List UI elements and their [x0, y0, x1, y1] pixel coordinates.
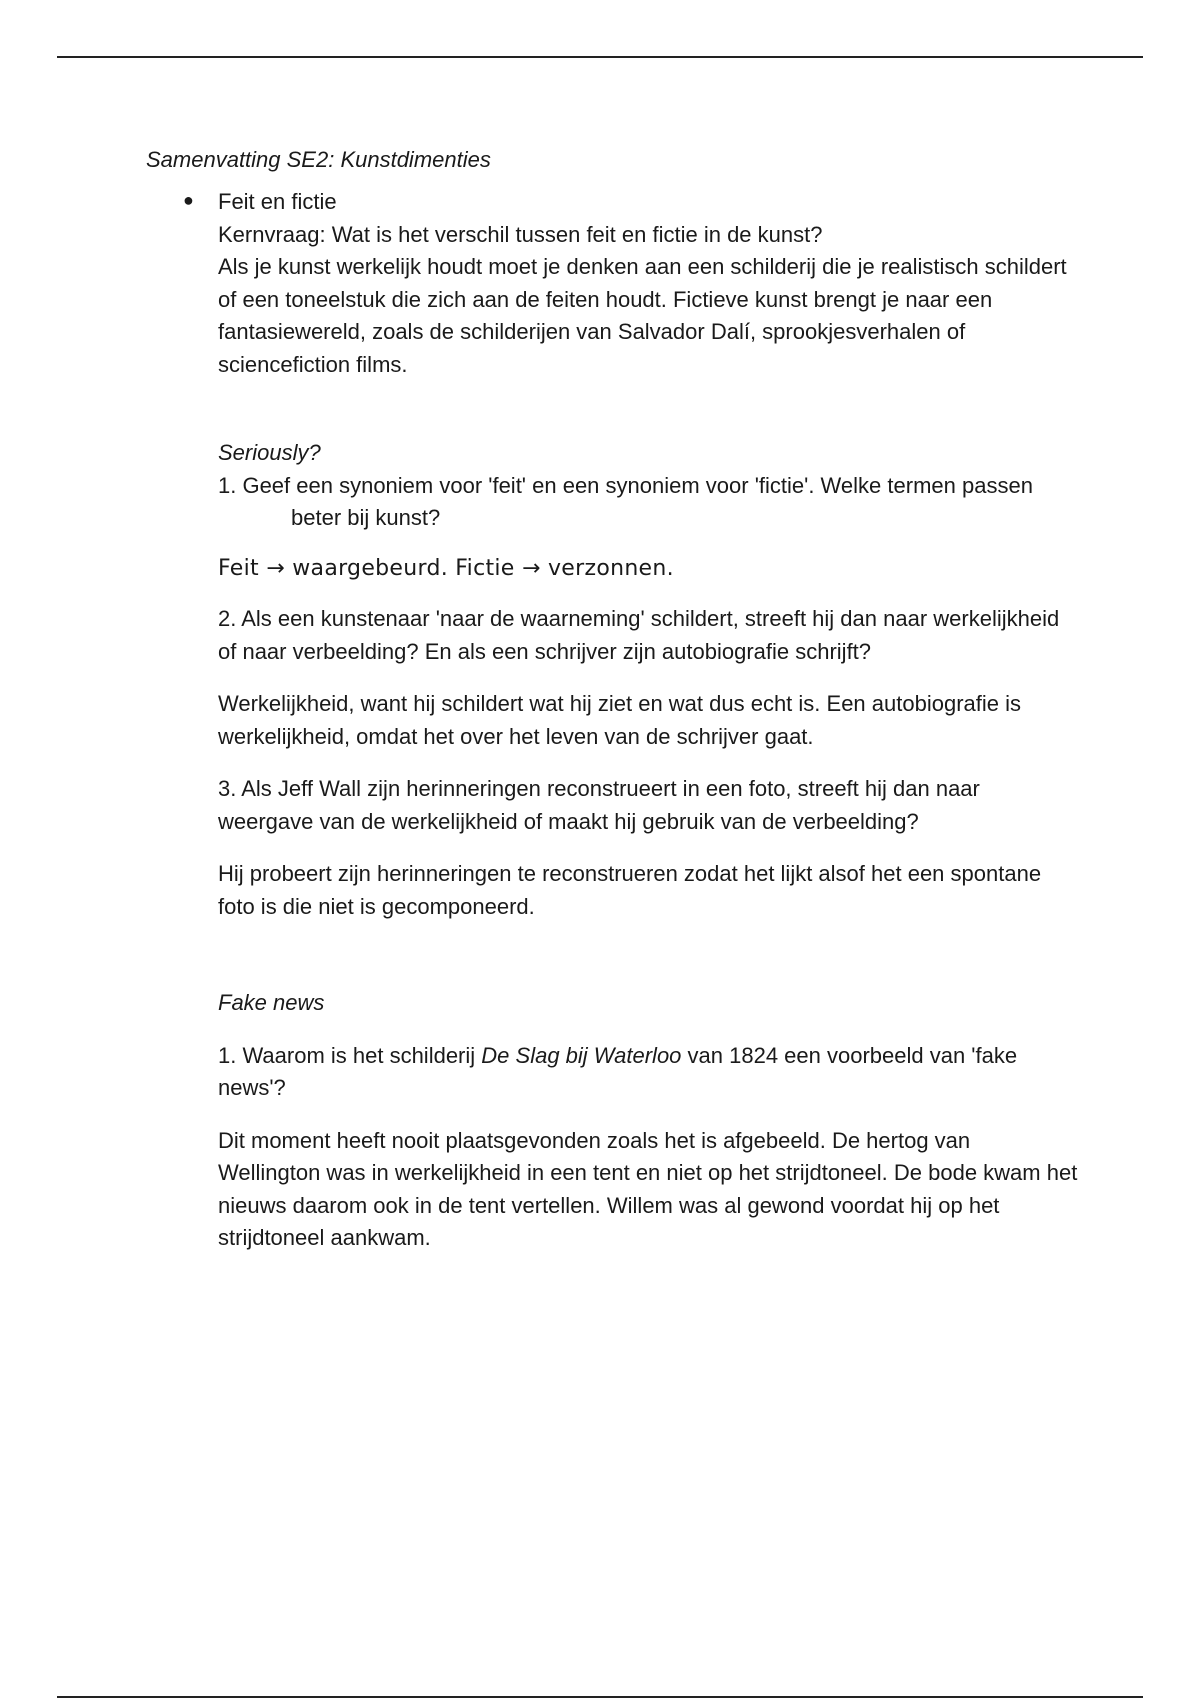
document-title: Samenvatting SE2: Kunstdimenties	[146, 147, 491, 172]
answer-1: Feit → waargebeurd. Fictie → verzonnen.	[218, 555, 674, 581]
question-suffix: van 1824 een voorbeeld van 'fake news'?	[218, 1042, 1018, 1100]
bottom-rule	[57, 1696, 1143, 1698]
answer-2: Werkelijkheid, want hij schildert wat hij ziet en wat dus echt is. Een autobiografie is werkelijkheid, omdat het over het leven van de schrijver gaat.	[218, 691, 1021, 749]
kernvraag: Kernvraag: Wat is het verschil tussen feit en fictie in de kunst?	[218, 221, 823, 247]
question-prefix: 1. Waarom is het schilderij	[218, 1042, 482, 1068]
section-name: Feit en fictie	[218, 189, 337, 214]
document-body	[218, 186, 1078, 1275]
fake-news-answer-1: Dit moment heeft nooit plaatsgevonden zoals het is afgebeeld. De hertog van Wellington was in werkelijkheid in een tent en niet op het strijdtoneel. De bode kwam het nieuws daarom ook in de tent vertellen. Willem was al gewond voordat hij op het strijdtoneel aankwam.	[218, 1127, 1078, 1250]
bullet-icon: ●	[183, 190, 194, 210]
question-1: 1. Geef een synoniem voor 'feit' en een synoniem voor 'fictie'. Welke termen passen beter bij kunst?	[218, 472, 1033, 530]
fake-news-heading: Fake news	[218, 990, 325, 1015]
seriously-heading: Seriously?	[218, 440, 321, 465]
question-3: 3. Als Jeff Wall zijn herinneringen reconstrueert in een foto, streeft hij dan naar weergave van de werkelijkheid of maakt hij gebruik van de verbeelding?	[218, 776, 980, 834]
question-2: 2. Als een kunstenaar 'naar de waarneming' schildert, streeft hij dan naar werkelijkheid of naar verbeelding? En als een schrijver zijn autobiografie schrijft?	[218, 606, 1060, 664]
fake-news-question-1	[218, 1040, 1078, 1105]
top-rule	[57, 56, 1143, 58]
intro-paragraph: Als je kunst werkelijk houdt moet je denken aan een schilderij die je realistisch schildert of een toneelstuk die zich aan de feiten houdt. Fictieve kunst brengt je naar een fantasiewereld, zoals de schilderijen van Salvador Dalí, sprookjesverhalen of sciencefiction films.	[218, 254, 1067, 377]
answer-3: Hij probeert zijn herinneringen te reconstrueren zodat het lijkt alsof het een spontane foto is die niet is gecomponeerd.	[218, 861, 1042, 919]
painting-title: De Slag bij Waterloo	[481, 1042, 682, 1068]
